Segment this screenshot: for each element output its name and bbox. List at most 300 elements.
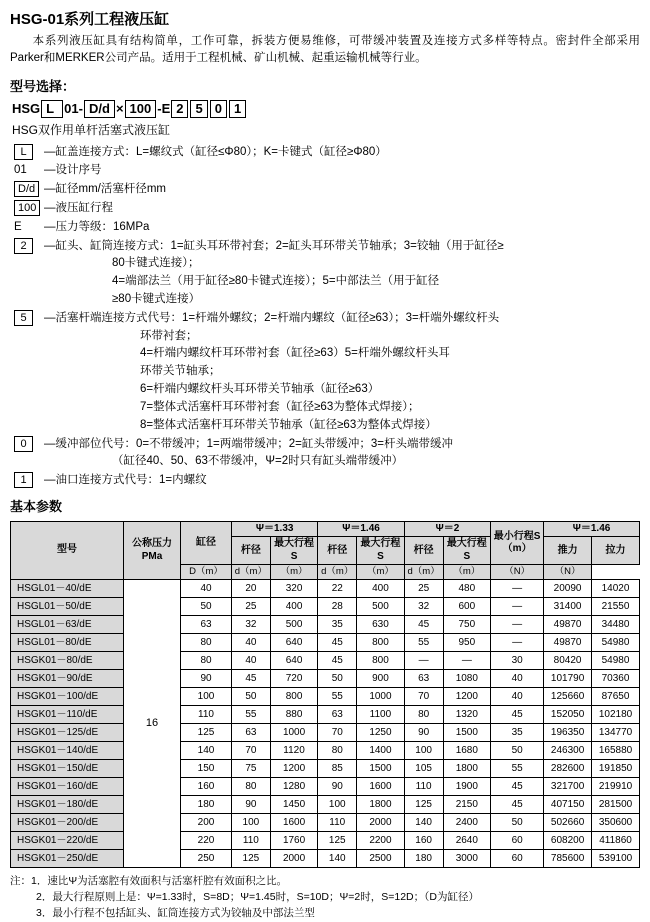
cell-smin: 45 [491,706,544,724]
legend-line: —缸径mm/活塞杆径mm [44,183,167,196]
cell-bore: 90 [181,670,232,688]
model-code-sep-2: × [115,101,124,116]
cell-s133: 640 [270,634,318,652]
legend-key [10,436,44,472]
table-row [11,598,640,616]
cell-d133: 70 [232,742,271,760]
cell-d133: 50 [232,688,271,706]
model-code-box-6: 5 [190,100,207,118]
cell-pull: 281500 [592,796,640,814]
cell-push: 80420 [544,652,592,670]
cell-bore: 80 [181,652,232,670]
legend-key-box: 0 [14,436,33,452]
page-title: HSG-01系列工程液压缸 [10,11,170,28]
cell-smin: — [491,580,544,598]
model-code-box-2: D/d [84,100,115,118]
table-row [11,580,640,598]
legend-item-2 [10,238,640,309]
cell-d2: 45 [404,616,443,634]
cell-s133: 640 [270,652,318,670]
legend-key-text: 01 [14,164,27,177]
legend-line: —缸头、缸筒连接方式：1=缸头耳环带衬套；2=缸头耳环带关节轴承；3=铰轴（用于缸径≥ [44,239,504,252]
table-row [11,706,640,724]
cell-bore: 250 [181,850,232,868]
legend-key-box: D/d [14,181,39,197]
header-stroke-2-unit: （m） [357,565,405,580]
table-row [11,850,640,868]
legend-line: 8=整体式活塞杆耳环带关节轴承（缸径≥63为整体式焊接） [140,418,437,431]
cell-s133: 1600 [270,814,318,832]
header-bore: 缸径 [181,521,232,565]
legend-line: —设计序号 [44,164,102,177]
legend-item-1 [10,472,640,490]
legend-line: 环带关节轴承； [140,365,221,378]
cell-d146: 63 [318,706,357,724]
cell-s133: 720 [270,670,318,688]
cell-d146: 125 [318,832,357,850]
cell-d2: 100 [404,742,443,760]
cell-pull: 191850 [592,760,640,778]
legend-item-E [10,219,640,237]
legend-value [44,219,640,237]
cell-model: HSGK01－150/dE [11,760,124,778]
cell-d2: 80 [404,706,443,724]
cell-d146: 45 [318,634,357,652]
cell-d133: 75 [232,760,271,778]
cell-bore: 40 [181,580,232,598]
cell-d133: 100 [232,814,271,832]
cell-d2: 140 [404,814,443,832]
cell-d146: 100 [318,796,357,814]
cell-pull: 14020 [592,580,640,598]
cell-s2: 1680 [443,742,491,760]
table-row [11,634,640,652]
legend-item-Dd [10,181,640,199]
cell-pull: 411860 [592,832,640,850]
header-group-2: Ψ＝1.46 [318,521,404,537]
cell-push: 608200 [544,832,592,850]
cell-pull: 539100 [592,850,640,868]
cell-d133: 45 [232,670,271,688]
section-title-model: 型号选择： [10,78,76,94]
legend-value [44,238,640,309]
cell-d146: 35 [318,616,357,634]
cell-smin: 45 [491,778,544,796]
legend-item-5 [10,310,640,435]
cell-s133: 1280 [270,778,318,796]
legend-line: 环带衬套； [140,329,198,342]
legend-key [10,238,44,309]
note-text: 2．最大行程原则上是：Ψ=1.33时，S=8D；Ψ=1.45时，S=10D；Ψ=2时，S=12D；（D为缸径） [36,891,479,904]
cell-bore: 80 [181,634,232,652]
cell-d133: 40 [232,634,271,652]
cell-d146: 45 [318,652,357,670]
legend-line: —缸盖连接方式：L=螺纹式（缸径≤Φ80）；K=卡键式（缸径≥Φ80） [44,145,387,158]
cell-d146: 55 [318,688,357,706]
legend-item-L [10,144,640,162]
cell-s133: 1760 [270,832,318,850]
document-page [0,8,650,919]
legend-line: 4=杆端内螺纹杆耳环带衬套（缸径≥63）5=杆端外螺纹杆头耳 [140,347,450,360]
cell-s2: 600 [443,598,491,616]
model-code-sep-1: - [78,101,83,116]
table-row [11,724,640,742]
cell-model: HSGK01－125/dE [11,724,124,742]
cell-s146: 900 [357,670,405,688]
cell-s133: 320 [270,580,318,598]
cell-d2: 90 [404,724,443,742]
cell-pull: 34480 [592,616,640,634]
cell-s146: 1500 [357,760,405,778]
cell-smin: 50 [491,742,544,760]
cell-s2: — [443,652,491,670]
cell-bore: 160 [181,778,232,796]
model-code-box-8: 1 [229,100,246,118]
legend-value [44,436,640,472]
header-force-group: Ψ＝1.46 [544,521,640,537]
intro-text: 本系列液压缸具有结构简单，工作可靠，拆装方便易维修，可带缓冲装置及连接方式多样等特点。密封件全部采用Parker和MERKER公司产品。适用于工程机械、矿山机械、起重运输机械等行业。 [10,35,640,65]
header-bore-unit: D（m） [181,565,232,580]
cell-smin: — [491,616,544,634]
cell-model: HSGK01－220/dE [11,832,124,850]
cell-d133: 80 [232,778,271,796]
cell-d133: 32 [232,616,271,634]
cell-d146: 140 [318,850,357,868]
cell-d2: 160 [404,832,443,850]
cell-model: HSGK01－180/dE [11,796,124,814]
cell-pressure: 16 [124,580,181,868]
cell-d133: 63 [232,724,271,742]
cell-d2: — [404,652,443,670]
header-stroke-1-unit: （m） [270,565,318,580]
cell-smin: 30 [491,652,544,670]
cell-s133: 800 [270,688,318,706]
table-row [11,742,640,760]
cell-s2: 2400 [443,814,491,832]
cell-model: HSGK01－200/dE [11,814,124,832]
header-push: 推力 [544,537,592,565]
model-code-box-7: 0 [210,100,227,118]
cell-d133: 125 [232,850,271,868]
legend-value [44,200,640,218]
header-push-unit: （N） [491,565,544,580]
cell-push: 282600 [544,760,592,778]
cell-model: HSGL01－80/dE [11,634,124,652]
cell-smin: 35 [491,724,544,742]
cell-s133: 880 [270,706,318,724]
header-rod-3-unit: d（m） [404,565,443,580]
cell-pull: 87650 [592,688,640,706]
model-code-sep-3: - [157,101,162,116]
header-rod-1-unit: d（m） [232,565,271,580]
cell-s146: 2500 [357,850,405,868]
table-row [11,616,640,634]
cell-d146: 110 [318,814,357,832]
cell-s2: 1080 [443,670,491,688]
header-min-stroke: 最小行程S（m） [491,521,544,565]
legend-line: —压力等级：16MPa [44,220,150,233]
parameters-table [10,521,640,868]
cell-s2: 3000 [443,850,491,868]
cell-s146: 500 [357,598,405,616]
cell-s146: 1250 [357,724,405,742]
cell-d146: 28 [318,598,357,616]
cell-d133: 20 [232,580,271,598]
cell-model: HSGK01－100/dE [11,688,124,706]
table-row [11,760,640,778]
cell-s2: 950 [443,634,491,652]
table-row [11,832,640,850]
cell-smin: — [491,634,544,652]
cell-s2: 750 [443,616,491,634]
model-code-box-0: L [41,100,63,118]
cell-s2: 1200 [443,688,491,706]
legend-key [10,144,44,162]
cell-d133: 25 [232,598,271,616]
header-group-3: Ψ＝2 [404,521,490,537]
cell-d146: 22 [318,580,357,598]
cell-push: 20090 [544,580,592,598]
cell-pull: 102180 [592,706,640,724]
cell-smin: 60 [491,832,544,850]
cell-s133: 1000 [270,724,318,742]
legend-item-0 [10,436,640,472]
cell-s146: 630 [357,616,405,634]
cell-d2: 32 [404,598,443,616]
header-model: 型号 [11,521,124,579]
cell-d2: 25 [404,580,443,598]
cell-d133: 40 [232,652,271,670]
cell-model: HSGK01－80/dE [11,652,124,670]
model-code-prefix: HSG [12,101,41,116]
legend-value [44,162,640,180]
legend-key-text: E [14,220,22,233]
header-rod-2-unit: d（m） [318,565,357,580]
note-line [10,890,640,906]
legend-key-box: L [14,144,33,160]
cell-pull: 54980 [592,652,640,670]
model-code-line [12,99,640,119]
cell-model: HSGK01－110/dE [11,706,124,724]
legend-line: 4=端部法兰（用于缸径≥80卡键式连接）；5=中部法兰（用于缸径 [112,275,440,288]
cell-push: 49870 [544,616,592,634]
legend-line: —油口连接方式代号：1=内螺纹 [44,474,207,487]
header-stroke-3-unit: （m） [443,565,491,580]
table-row [11,688,640,706]
cell-s2: 480 [443,580,491,598]
legend-key-box: 100 [14,200,40,216]
cell-s133: 500 [270,616,318,634]
legend-key [10,310,44,435]
cell-pull: 134770 [592,724,640,742]
legend-line: —液压缸行程 [44,201,113,214]
legend-line: 7=整体式活塞杆耳环带衬套（缸径≥63为整体式焊接）； [140,400,420,413]
legend-value [44,144,640,162]
header-stroke-1: 最大行程S [270,537,318,565]
legend-line: （缸径40、50、63不带缓冲，Ψ=2时只有缸头端带缓冲） [112,455,404,468]
cell-bore: 110 [181,706,232,724]
cell-d133: 110 [232,832,271,850]
cell-pull: 70360 [592,670,640,688]
cell-push: 49870 [544,634,592,652]
legend-item-01 [10,162,640,180]
table-row [11,778,640,796]
cell-push: 152050 [544,706,592,724]
cell-s2: 2640 [443,832,491,850]
table-row [11,814,640,832]
note-line: 注：1．速比Ψ为活塞腔有效面积与活塞杆腔有效面积之比。 [10,875,288,888]
cell-s146: 1400 [357,742,405,760]
note-text: 3．最小行程不包括缸头、缸筒连接方式为铰轴及中部法兰型 [36,906,315,919]
cell-smin: 50 [491,814,544,832]
legend-line: —活塞杆端连接方式代号：1=杆端外螺纹；2=杆端内螺纹（缸径≥63）；3=杆端外螺纹杆头 [44,311,500,324]
cell-model: HSGK01－90/dE [11,670,124,688]
cell-d133: 55 [232,706,271,724]
cell-s146: 1000 [357,688,405,706]
cell-d146: 70 [318,724,357,742]
cell-bore: 200 [181,814,232,832]
cell-s133: 1120 [270,742,318,760]
table-notes [10,874,640,921]
cell-bore: 50 [181,598,232,616]
cell-push: 321700 [544,778,592,796]
cell-bore: 220 [181,832,232,850]
table-head [11,521,640,579]
legend-line: 80卡键式连接）； [112,257,200,270]
model-code-subtitle: HSG双作用单杆活塞式液压缸 [12,122,171,137]
cell-d2: 180 [404,850,443,868]
legend-value [44,472,640,490]
legend-key [10,200,44,218]
cell-s133: 400 [270,598,318,616]
cell-smin: 40 [491,688,544,706]
cell-bore: 125 [181,724,232,742]
cell-model: HSGL01－50/dE [11,598,124,616]
cell-bore: 150 [181,760,232,778]
intro-paragraph [10,33,640,68]
cell-d2: 125 [404,796,443,814]
header-rod-1: 杆径 [232,537,271,565]
legend-key-box: 2 [14,238,33,254]
cell-d133: 90 [232,796,271,814]
legend-line: ≥80卡键式连接） [112,293,201,305]
table-row [11,670,640,688]
cell-s2: 1900 [443,778,491,796]
cell-bore: 100 [181,688,232,706]
cell-pull: 219910 [592,778,640,796]
cell-pull: 21550 [592,598,640,616]
cell-d2: 70 [404,688,443,706]
cell-smin: 40 [491,670,544,688]
cell-d2: 55 [404,634,443,652]
cell-s2: 1500 [443,724,491,742]
cell-push: 407150 [544,796,592,814]
cell-s2: 2150 [443,796,491,814]
cell-push: 196350 [544,724,592,742]
cell-s146: 400 [357,580,405,598]
legend-line: —缓冲部位代号：0=不带缓冲；1=两端带缓冲；2=缸头带缓冲；3=杆头端带缓冲 [44,437,453,450]
cell-d2: 105 [404,760,443,778]
cell-s133: 1200 [270,760,318,778]
cell-d146: 80 [318,742,357,760]
legend-line: 6=杆端内螺纹杆头耳环带关节轴承（缸径≥63） [140,383,380,396]
cell-push: 246300 [544,742,592,760]
table-body [11,580,640,868]
legend-item-100 [10,200,640,218]
model-code-box-5: 2 [171,100,188,118]
model-code-box-1: 01 [64,101,79,116]
cell-push: 101790 [544,670,592,688]
header-pull: 拉力 [592,537,640,565]
cell-pull: 350600 [592,814,640,832]
cell-s2: 1320 [443,706,491,724]
legend-key [10,472,44,490]
cell-smin: 45 [491,796,544,814]
legend-key-box: 5 [14,310,33,326]
cell-model: HSGK01－250/dE [11,850,124,868]
header-rod-3: 杆径 [404,537,443,565]
legend-key [10,181,44,199]
cell-push: 785600 [544,850,592,868]
cell-model: HSGL01－40/dE [11,580,124,598]
table-row [11,652,640,670]
header-stroke-2: 最大行程S [357,537,405,565]
header-pressure [124,521,181,579]
cell-d2: 110 [404,778,443,796]
table-row [11,796,640,814]
header-group-1: Ψ＝1.33 [232,521,318,537]
cell-d146: 85 [318,760,357,778]
cell-s146: 2200 [357,832,405,850]
cell-smin: 60 [491,850,544,868]
cell-bore: 180 [181,796,232,814]
cell-bore: 63 [181,616,232,634]
note-line [10,906,640,922]
cell-d2: 63 [404,670,443,688]
cell-s146: 2000 [357,814,405,832]
header-pressure-text: 公称压力 PMa [132,538,172,562]
header-stroke-3: 最大行程S [443,537,491,565]
cell-s146: 1600 [357,778,405,796]
table-header-row-1 [11,521,640,537]
model-code-box-3: 100 [125,100,157,118]
cell-d146: 90 [318,778,357,796]
section-title-params: 基本参数 [10,498,63,514]
cell-s133: 1450 [270,796,318,814]
model-code-box-4: E [161,101,171,116]
cell-push: 502660 [544,814,592,832]
cell-push: 125660 [544,688,592,706]
cell-s146: 800 [357,652,405,670]
cell-pull: 54980 [592,634,640,652]
header-pull-unit: （N） [544,565,592,580]
legend-key [10,162,44,180]
cell-model: HSGK01－160/dE [11,778,124,796]
legend-value [44,310,640,435]
cell-s146: 1800 [357,796,405,814]
cell-model: HSGK01－140/dE [11,742,124,760]
cell-pull: 165880 [592,742,640,760]
cell-s133: 2000 [270,850,318,868]
legend-value [44,181,640,199]
cell-bore: 140 [181,742,232,760]
cell-smin: 55 [491,760,544,778]
cell-push: 31400 [544,598,592,616]
legend-key-box: 1 [14,472,33,488]
header-rod-2: 杆径 [318,537,357,565]
cell-s146: 800 [357,634,405,652]
cell-s2: 1800 [443,760,491,778]
